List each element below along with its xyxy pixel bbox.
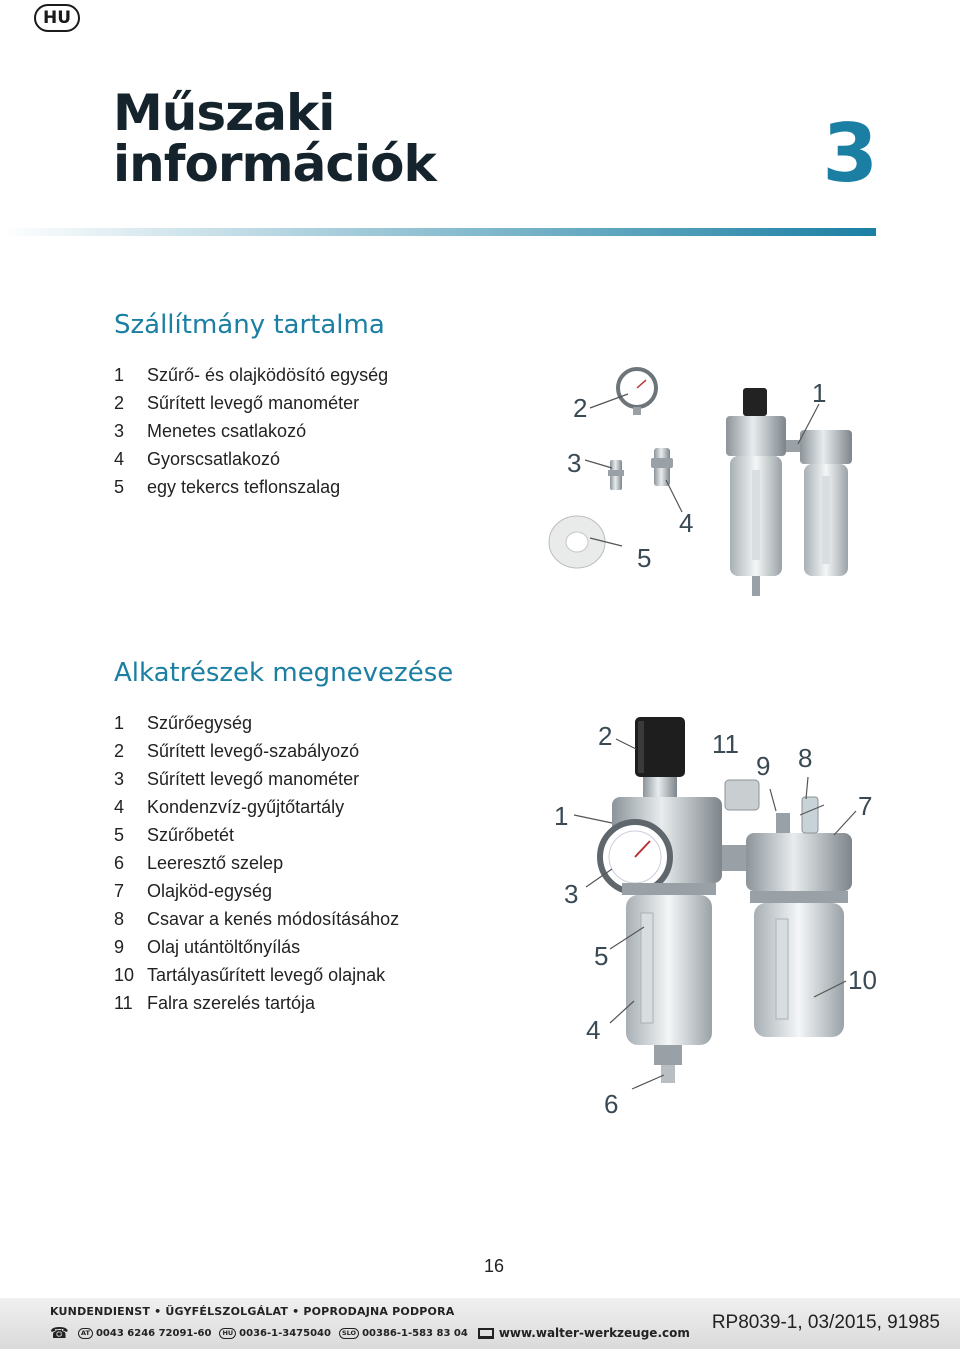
list-item — [114, 445, 388, 473]
item-text: Sűrített levegő manométer — [147, 769, 360, 789]
filter-lubricator-unit-image — [726, 388, 852, 596]
item-number: 2 — [114, 393, 125, 413]
item-number: 7 — [114, 881, 125, 901]
parts-list — [114, 709, 399, 1017]
item-text: Menetes csatlakozó — [147, 421, 307, 441]
callout-2: 2 — [598, 721, 613, 751]
document-code: RP8039-1, 03/2015, 91985 — [711, 1312, 940, 1333]
laptop-icon — [478, 1328, 494, 1339]
item-number: 3 — [114, 769, 125, 789]
threaded-connector-image — [608, 460, 624, 490]
phone-icon: ☎ — [50, 1324, 69, 1342]
callout-4: 4 — [586, 1015, 601, 1045]
footer-contacts — [50, 1324, 690, 1342]
item-number: 2 — [114, 741, 125, 761]
phone-number: 0043 6246 72091-60 — [95, 1327, 212, 1339]
callout-3: 3 — [564, 879, 579, 909]
item-text: Olajköd-egység — [147, 881, 273, 901]
phone-number: 00386-1-583 83 04 — [362, 1327, 468, 1339]
item-number: 3 — [114, 421, 125, 441]
item-text: Olaj utántöltőnyílás — [147, 937, 301, 957]
callout-5: 5 — [594, 941, 609, 971]
item-text: Gyorscsatlakozó — [147, 449, 281, 469]
quick-coupler-image — [651, 448, 673, 486]
callout-11: 11 — [712, 729, 739, 759]
delivery-list — [114, 361, 388, 501]
item-number: 10 — [114, 965, 135, 985]
item-text: Falra szerelés tartója — [147, 993, 316, 1013]
item-text: egy tekercs teflonszalag — [147, 477, 341, 497]
callout-5: 5 — [637, 543, 652, 573]
teflon-tape-image — [549, 516, 605, 568]
page-number: 16 — [484, 1256, 505, 1276]
list-item — [114, 389, 388, 417]
list-item — [114, 961, 399, 989]
item-number: 6 — [114, 853, 125, 873]
delivery-section-title: Szállítmány tartalma — [114, 310, 385, 340]
item-text: Csavar a kenés módosításához — [147, 909, 400, 929]
footer-service-line: KUNDENDIENST • ÜGYFÉLSZOLGÁLAT • POPRODAJNA PODPORA — [50, 1305, 455, 1318]
list-item — [114, 793, 399, 821]
list-item — [114, 877, 399, 905]
item-number: 4 — [114, 797, 125, 817]
country-badge: HU — [219, 1328, 236, 1339]
list-item — [114, 361, 388, 389]
item-number: 1 — [114, 365, 125, 385]
list-item — [114, 905, 399, 933]
item-number: 9 — [114, 937, 125, 957]
parts-section-title: Alkatrészek megnevezése — [114, 658, 454, 688]
callout-3: 3 — [567, 448, 582, 478]
list-item — [114, 709, 399, 737]
page-title-line1: Műszaki — [113, 84, 335, 142]
callout-2: 2 — [573, 393, 588, 423]
item-number: 5 — [114, 477, 125, 497]
item-text: Szűrőbetét — [147, 825, 235, 845]
callout-10: 10 — [848, 965, 877, 995]
item-number: 1 — [114, 713, 125, 733]
footer — [0, 1298, 960, 1349]
item-text: Tartályasűrített levegő olajnak — [147, 965, 386, 985]
item-text: Kondenzvíz-gyűjtőtartály — [147, 797, 345, 817]
callout-9: 9 — [756, 751, 771, 781]
list-item — [114, 473, 388, 501]
callout-6: 6 — [604, 1089, 619, 1119]
callout-7: 7 — [858, 791, 873, 821]
callout-8: 8 — [798, 743, 813, 773]
delivery-figure — [530, 360, 860, 610]
callout-1: 1 — [554, 801, 569, 831]
item-text: Sűrített levegő manométer — [147, 393, 360, 413]
page-title-line2: információk — [113, 135, 436, 193]
item-text: Szűrőegység — [147, 713, 253, 733]
website-link[interactable]: www.walter-werkzeuge.com — [498, 1326, 690, 1340]
item-number: 4 — [114, 449, 125, 469]
list-item — [114, 989, 399, 1017]
filter-regulator-lubricator-image — [600, 717, 852, 1083]
callout-1: 1 — [812, 378, 827, 408]
chapter-number: 3 — [822, 107, 878, 200]
title-divider — [0, 228, 876, 236]
list-item — [114, 821, 399, 849]
parts-figure — [540, 705, 880, 1125]
item-text: Szűrő- és olajködösító egység — [147, 365, 389, 385]
language-badge: HU — [34, 4, 80, 32]
item-number: 11 — [114, 993, 133, 1013]
pressure-gauge-image — [618, 369, 656, 415]
item-number: 8 — [114, 909, 125, 929]
page-title — [113, 84, 436, 193]
country-badge: SLO — [339, 1328, 359, 1339]
list-item — [114, 737, 399, 765]
item-number: 5 — [114, 825, 125, 845]
item-text: Sűrített levegő-szabályozó — [147, 741, 360, 761]
callout-4: 4 — [679, 508, 694, 538]
country-badge: AT — [78, 1328, 93, 1339]
list-item — [114, 933, 399, 961]
list-item — [114, 849, 399, 877]
list-item — [114, 765, 399, 793]
item-text: Leeresztő szelep — [147, 853, 284, 873]
list-item — [114, 417, 388, 445]
phone-number: 0036-1-3475040 — [239, 1327, 331, 1339]
